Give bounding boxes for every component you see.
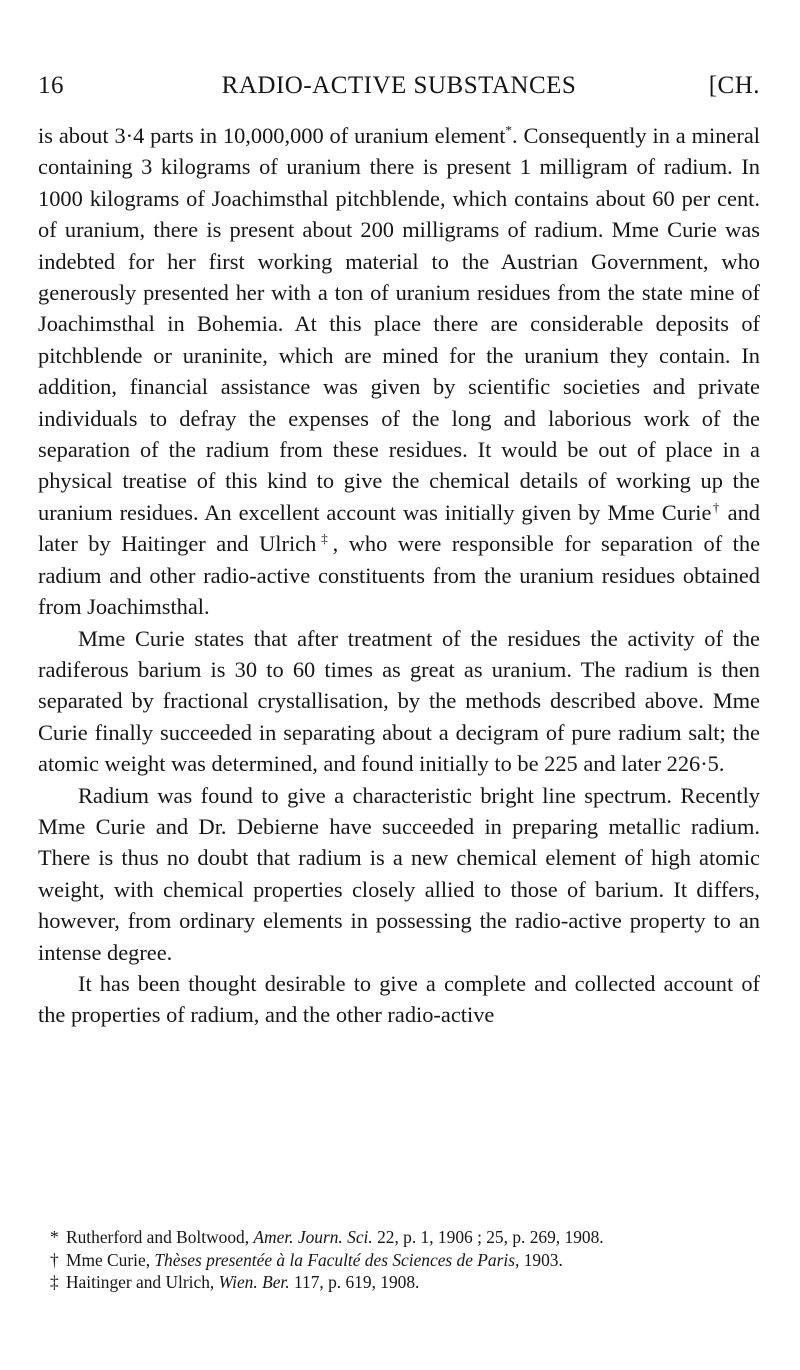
page-number: 16 xyxy=(38,72,64,99)
footnote-source: Amer. Journ. Sci. xyxy=(253,1227,373,1247)
footnote-mark: * xyxy=(50,1227,59,1247)
footnote-text: 117, p. 619, 1908. xyxy=(289,1272,420,1292)
chapter-marker: [CH. xyxy=(708,72,760,99)
text-run: . Consequently in a mineral containing 3 kilograms of uranium there is present 1 milligram of radium. In 1000 kilograms of Joachimsthal pitchblende, which contains about 60 per cent. of uranium, there is present about 200 milligrams of radium. Mme Curie was indebted for her first working material to the Austrian Government, who generously presented her with a ton of uranium residues from the state mine of Joachimsthal in Bohemia. At this place there are considerable deposits of pitchblende or uraninite, which are mined for the uranium they contain. In addition, financial assistance was given by scientific societies and private individuals to defray the expenses of the long and laborious work of the separation of the radium from these residues. It would be out of place in a physical treatise of this kind to give the chemical details of working up the uranium residues. An excellent account was initially given by Mme Curie xyxy=(38,123,760,525)
paragraph: It has been thought desirable to give a complete and collected account of the properties of radium, and the other radio-active xyxy=(38,970,760,1028)
text-run: and later by Haitinger and Ulrich xyxy=(38,499,760,557)
text-run: , who were responsible for separation of the radium and other radio-active constituents from the uranium residues obtained from Joachimsthal. xyxy=(38,531,761,620)
footnote-text: 1903. xyxy=(519,1249,563,1270)
running-title: RADIO-ACTIVE SUBSTANCES xyxy=(221,72,577,99)
running-header xyxy=(38,72,760,112)
paragraph: Radium was found to give a characteristic bright line spectrum. Recently Mme Curie and Dr. Debierne have succeeded in preparing metallic radium. There is thus no doubt that radium is a new chemical element of high atomic weight, with chemical properties closely allied to those of barium. It differs, however, from ordinary elements in possessing the radio-active property to an intense degree. xyxy=(38,782,760,965)
footnote-text: Mme Curie, xyxy=(66,1249,155,1270)
footnote-ref: ‡ xyxy=(316,530,333,546)
footnote-mark: † xyxy=(50,1249,59,1270)
footnote-ref: † xyxy=(711,499,721,515)
footnote-source: Wien. Ber. xyxy=(218,1272,290,1292)
footnote xyxy=(38,1226,760,1249)
footnote-ref: * xyxy=(505,122,512,138)
footnote-text: Haitinger and Ulrich, xyxy=(66,1272,219,1292)
paragraph xyxy=(38,120,760,623)
footnote xyxy=(38,1249,760,1272)
footnote-source: Thèses presentée à la Faculté des Sciences de Paris, xyxy=(154,1249,520,1270)
footnote-text: 22, p. 1, 1906 ; 25, p. 269, 1908. xyxy=(372,1227,604,1247)
body-text xyxy=(38,120,760,1031)
footnotes xyxy=(38,1226,760,1294)
text-run: is about 3·4 parts in 10,000,000 of uranium element xyxy=(38,123,506,148)
footnote xyxy=(38,1271,760,1294)
paragraph: Mme Curie states that after treatment of the residues the activity of the radiferous barium is 30 to 60 times as great as uranium. The radium is then separated by fractional crystallisation, by the methods described above. Mme Curie finally succeeded in separating about a decigram of pure radium salt; the atomic weight was determined, and found initially to be 225 and later 226·5. xyxy=(38,625,760,777)
footnote-text: Rutherford and Boltwood, xyxy=(66,1227,254,1247)
footnote-mark: ‡ xyxy=(50,1272,59,1292)
